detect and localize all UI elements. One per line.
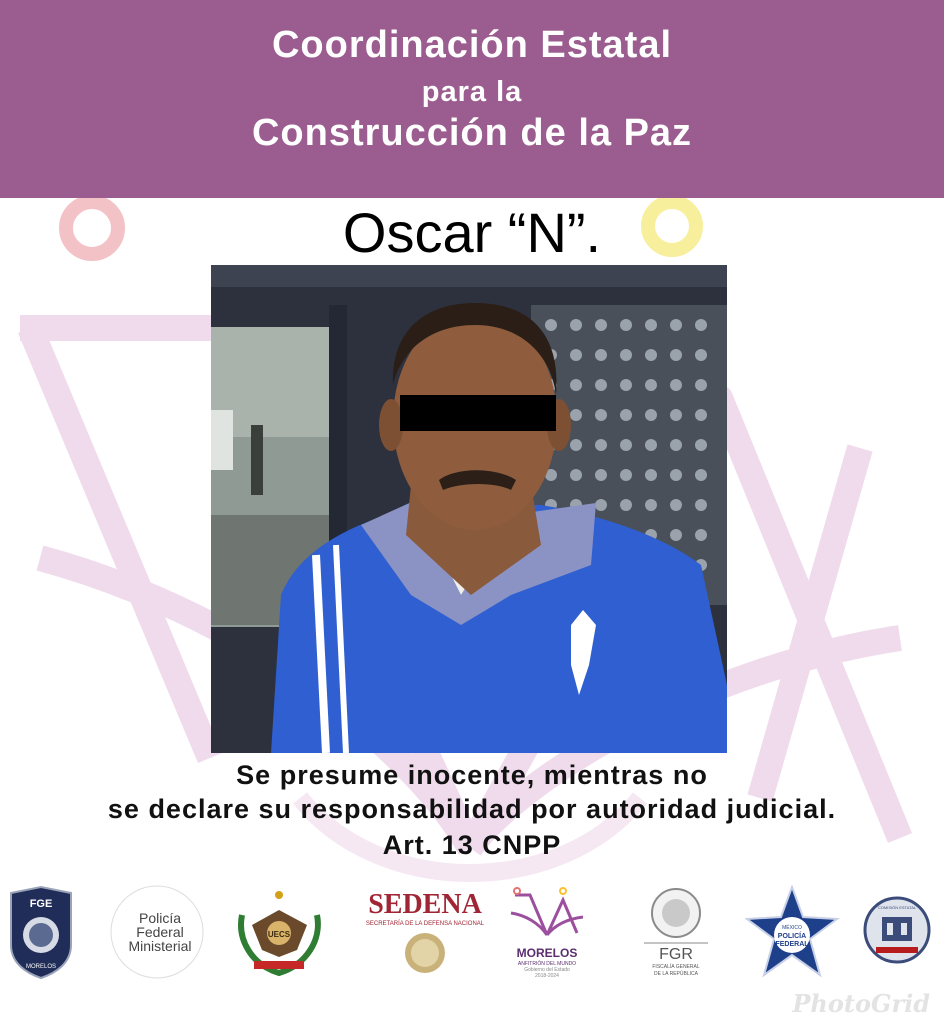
eye-censor-bar bbox=[400, 395, 556, 431]
caption-line3: Art. 13 CNPP bbox=[382, 830, 562, 860]
fgr-label: FGR bbox=[659, 946, 693, 963]
caption-line2: se declare su responsabilidad por autoridad judicial. bbox=[107, 794, 837, 824]
morelos-logo bbox=[505, 885, 590, 985]
morelos-sub1: ANFITRIÓN DEL MUNDO bbox=[517, 961, 577, 967]
header-title-line2: para la bbox=[421, 76, 523, 108]
uecs-label: UECS bbox=[267, 930, 291, 939]
pfm-line1: Policía bbox=[138, 910, 182, 926]
morelos-sub2: Gobierno del Estado bbox=[524, 967, 570, 973]
header-title-line3: Construcción de la Paz bbox=[251, 112, 693, 154]
header-banner bbox=[0, 0, 944, 198]
sedena-sub: SECRETARÍA DE LA DEFENSA NACIONAL bbox=[365, 921, 485, 927]
fge-sub: MORELOS bbox=[25, 964, 57, 970]
sedena-logo bbox=[345, 885, 505, 985]
fgr-logo bbox=[636, 885, 716, 985]
policia-federal-ministerial-logo bbox=[110, 885, 205, 985]
pf-line2: POLICÍA bbox=[777, 933, 807, 940]
header-title-line1: Coordinación Estatal bbox=[271, 24, 673, 66]
fge-label: FGE bbox=[29, 898, 53, 910]
uecs-eagle-logo bbox=[232, 885, 327, 985]
detainee-photo bbox=[211, 265, 727, 753]
photo-scene bbox=[211, 265, 727, 753]
morelos-sub3: 2018-2024 bbox=[535, 973, 559, 979]
pf-line3: FEDERAL bbox=[775, 941, 809, 948]
sedena-label: SEDENA bbox=[368, 889, 482, 920]
morelos-label: MORELOS bbox=[516, 946, 578, 960]
pfm-line3: Ministerial bbox=[128, 938, 192, 954]
ces-label: COMISIÓN ESTATAL bbox=[877, 905, 917, 910]
comision-estatal-logo bbox=[862, 885, 932, 985]
caption-line1: Se presume inocente, mientras no bbox=[236, 760, 708, 790]
photogrid-watermark: PhotoGrid bbox=[792, 989, 930, 1018]
fgr-sub1: FISCALÍA GENERAL bbox=[652, 964, 700, 970]
pfm-line2: Federal bbox=[136, 924, 184, 940]
fge-badge-logo bbox=[6, 885, 76, 985]
policia-federal-star-logo bbox=[745, 885, 840, 985]
pf-line1: MÉXICO bbox=[782, 925, 802, 931]
subject-name: Oscar “N”. bbox=[342, 201, 602, 264]
fgr-sub2: DE LA REPÚBLICA bbox=[654, 971, 698, 977]
